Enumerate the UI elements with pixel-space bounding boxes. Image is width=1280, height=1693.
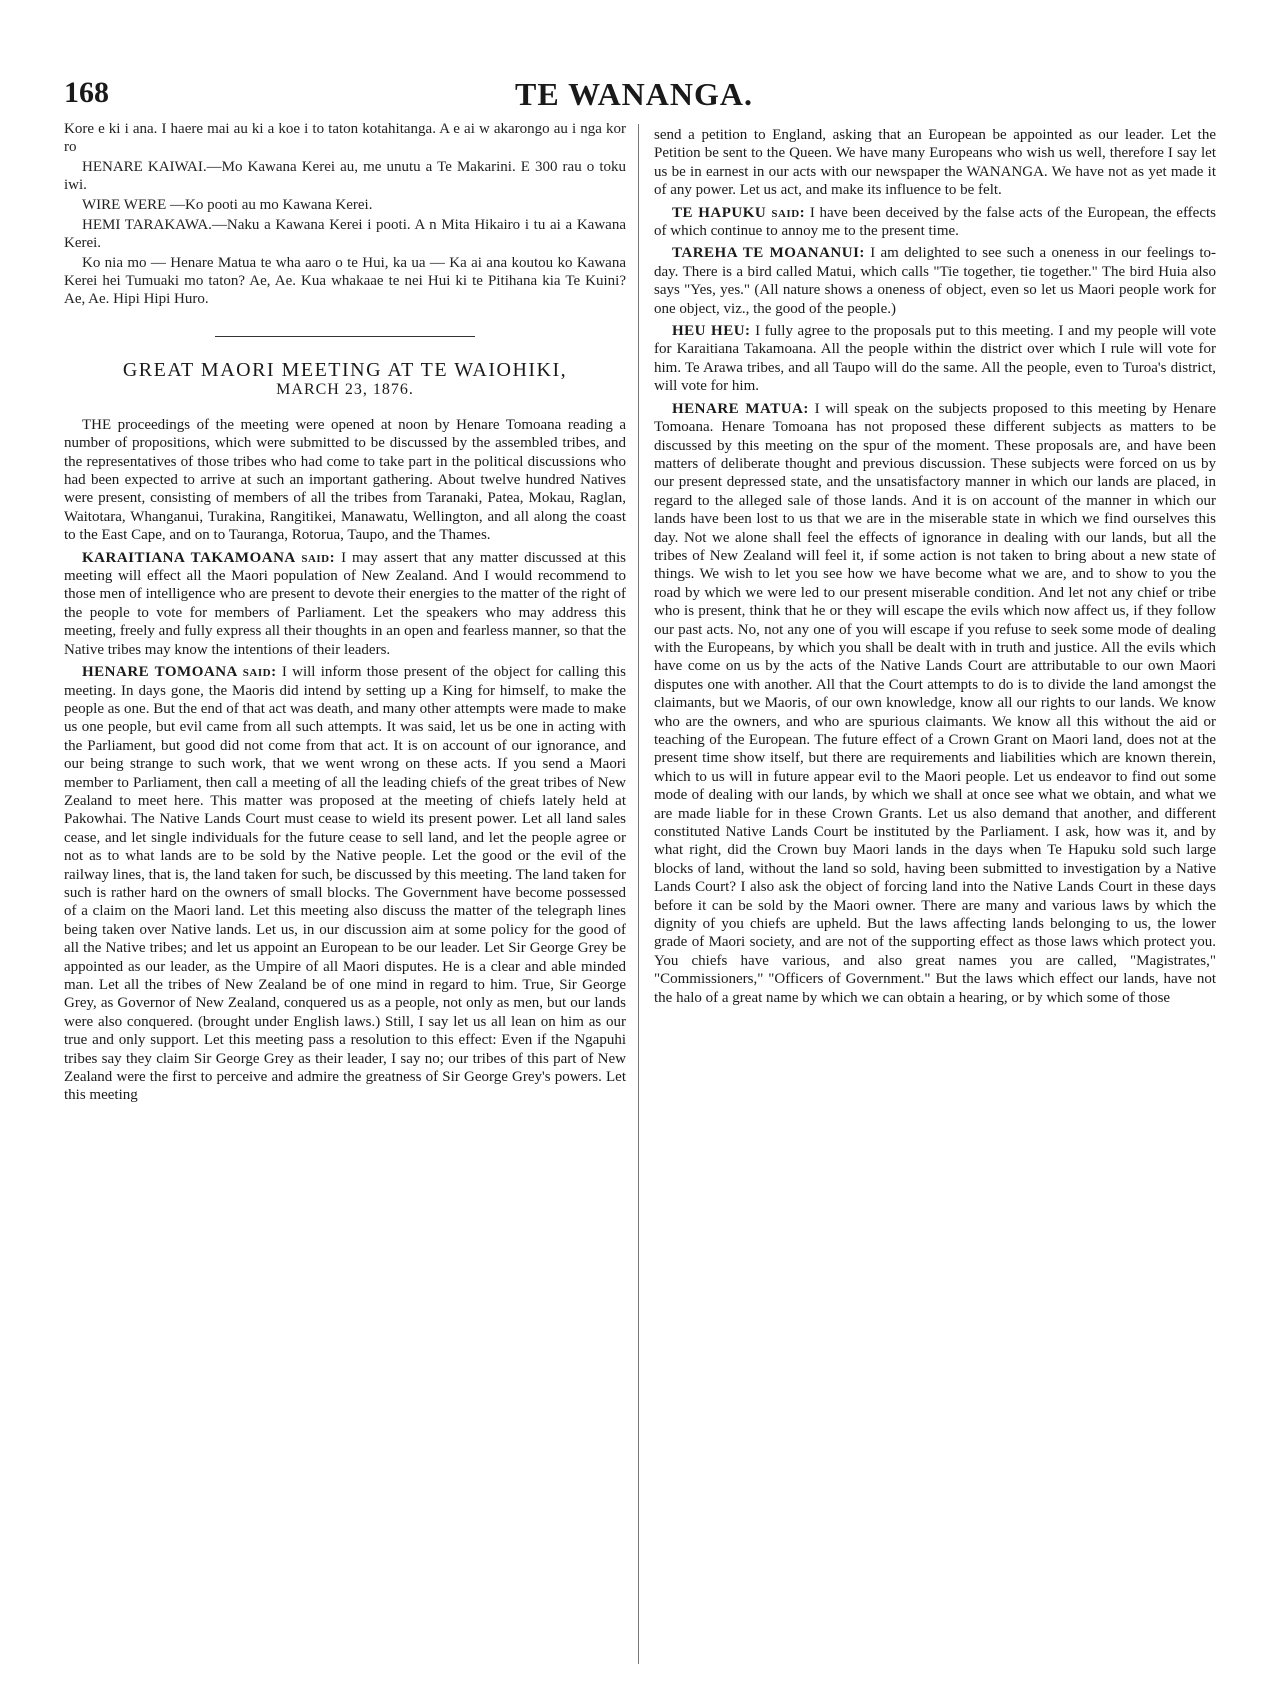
right-column bbox=[654, 126, 1216, 1011]
paragraph-text: I fully agree to the proposals put to this meeting. I and my people will vote for Karaitiana Takamoana. All the people within the district over which I rule will vote for him. Te Arawa tribes, and all Taupo will do the same. All the people, even to Turoa's district, will vote for him. bbox=[654, 323, 1216, 395]
section-divider bbox=[215, 336, 475, 337]
speech-paragraph bbox=[654, 204, 1216, 241]
speech-paragraph bbox=[654, 244, 1216, 318]
paragraph-text: THE proceedings of the meeting were opened at noon by Henare Tomoana reading a number of propositions, which were submitted to be discussed by the assembled tribes, and the representatives of those tribes who had come to take part in the political discussions who had been expected to arrive at such an important gathering. About twelve hundred Natives were present, consisting of members of all the tribes from Taranaki, Patea, Mokau, Raglan, Waitotara, Whanganui, Turakina, Rangitikei, Manawatu, Wellington, and all along the coast to the East Cape, and on to Tauranga, Rotorua, Taupo, and the Thames. bbox=[64, 416, 626, 544]
column-rule bbox=[638, 124, 639, 1664]
speaker-name: HEU HEU: bbox=[672, 323, 751, 340]
speaker-name: HENARE TOMOANA said: bbox=[82, 664, 277, 681]
speech-paragraph bbox=[654, 322, 1216, 396]
maori-line: HEMI TARAKAWA.—Naku a Kawana Kerei i pooti. A n Mita Hikairo i tu ai a Kawana Kerei. bbox=[64, 217, 626, 251]
page-number: 168 bbox=[64, 76, 109, 109]
speaker-name: TE HAPUKU said: bbox=[672, 204, 806, 221]
article-paragraph bbox=[654, 126, 1216, 200]
speaker-name: KARAITIANA TAKAMOANA said: bbox=[82, 549, 336, 566]
paragraph-text: I have been deceived by the false acts of the European, the effects of which continue to annoy me to the present time. bbox=[654, 204, 1216, 240]
maori-text-block bbox=[64, 120, 626, 308]
maori-line: WIRE WERE —Ko pooti au mo Kawana Kerei. bbox=[82, 197, 373, 213]
maori-line: HENARE KAIWAI.—Mo Kawana Kerei au, me unutu a Te Makarini. E 300 rau o toku iwi. bbox=[64, 159, 626, 193]
article-paragraph bbox=[64, 416, 626, 545]
paragraph-text: I will speak on the subjects proposed to this meeting by Henare Tomoana. Henare Tomoana has not proposed these different subjects as matters to be discussed by this meeting on the spur of the moment. These proposals are, and have been matters of deliberate thought and previous discussion. These subjects were forced on us by our present depressed state, and the unsatisfactory manner in which our lands are placed, in regard to the alleged sale of those lands. And it is on account of the manner in which our lands have been lost to us that we are in the miserable state in which we find ourselves this day. Not we alone shall feel the effects of ignorance in dealing with our lands, but all the tribes of New Zealand will feel it, if some action is not taken to bring about a new state of things. We wish to let you see how we have become what we are, and to show to you the road by which we were led to our present miserable condition. And let not any chief or tribe who is present, think that he or they will escape the evils which now affect us, if they follow our past acts. No, not any one of you will escape if you refuse to seek some mode of dealing with the Europeans, by which you shall be dealt with in truth and justice. All the evils which have come on us by the acts of the Native Lands Court are attributable to our own Maori disputes one with another. All that the Court attempts to do is to divide the land amongst the claimants, but we Maoris, of our own knowledge, know all our rights to our lands. We know who are the owners, and who are spurious claimants. We know all this without the aid or teaching of the European. The future effect of a Crown Grant on Maori land, does not at the present time show itself, but there are requirements and liabilities which are known therein, which to us will in future appear evil to the Maori people. Let us endeavor to find out some mode of dealing with our lands, by which we shall at once see what we obtain, and what we are made liable for in these Crown Grants. Let us also demand that another, and different constituted Native Lands Court be instituted by the Parliament. I ask, how was it, and by what right, did the Crown buy Maori lands in the days when Te Hapuku sold such large blocks of land, without the land so sold, having been submitted to investigation by a Native Lands Court? I also ask the object of forcing land into the Native Lands Court in these days before it can be sold by the Maori owner. There are many and various laws by which the dignity of you chiefs are upheld. But the laws affecting lands belonging to us, the lower grade of Maori society, and are not of the supporting effect as those laws which protect you. You chiefs have various, and also great names you are called, "Magistrates," "Commissioners," "Officers of Government." But the laws which effect our lands, have not the halo of a great name by which we can obtain a hearing, or by which some of those bbox=[654, 400, 1216, 1006]
maori-line: Ko nia mo — Henare Matua te wha aaro o te Hui, ka ua — Ka ai ana koutou ko Kawana Kerei hei Tumuaki mo taton? Ae, Ae. Kua whakaae te nei Hui ki te Pitihana kia Te Kuini? Ae, Ae. Hipi Hipi Huro. bbox=[64, 255, 626, 307]
maori-line: Kore e ki i ana. I haere mai au ki a koe i to taton kotahitanga. A e ai w akarongo au i nga kor ro bbox=[64, 121, 626, 155]
paragraph-text: I will inform those present of the object for calling this meeting. In days gone, the Maoris did intend by setting up a King for himself, to make the people as one. But the end of that act was death, and many other attempts were made to make us one people, but evil came from all such attempts. It was said, let us be one in acting with the Parliament, but good did not come from that act. It is on account of our ignorance, and our being strange to such work, that we went wrong on these acts. If you send a Maori member to Parliament, then call a meeting of all the leading chiefs of the great tribes of New Zealand to meet here. This matter was proposed at the meeting of chiefs lately held at Pakowhai. The Native Lands Court must cease to wield its present power. Let all land sales cease, and let single individuals for the future cease to sell land, and let the people agree or not as to what lands are to be sold by the Native people. Let the good or the evil of the railway lines, that is, the land taken for such, be discussed by this meeting. The land taken for such is rather hard on the owners of small blocks. The Government have become possessed of a claim on the Maori land. Let this meeting also discuss the matter of the telegraph lines being taken over Native lands. Let us, in our discussion aim at some policy for the good of all the Native tribes; and let us appoint an European to be our leader. Let Sir George Grey be appointed as our leader, as the Umpire of all Maori disputes. He is a clear and able minded man. Let all the tribes of New Zealand be of one mind in regard to him. True, Sir George Grey, as Governor of New Zealand, conquered us as a people, not only as men, but our lands were also conquered. (brought under English laws.) Still, I say let us all lean on him as our true and only support. Let this meeting pass a resolution to this effect: Even if the Ngapuhi tribes say they claim Sir George Grey as their leader, I say no; our tribes of this part of New Zealand were the first to perceive and admire the greatness of Sir George Grey's powers. Let this meeting bbox=[64, 664, 626, 1104]
masthead: TE WANANGA. bbox=[515, 76, 753, 112]
paragraph-text: I may assert that any matter discussed at this meeting will effect all the Maori population of New Zealand. And I would recommend to those men of intelligence who are present to devote their energies to the matter of the right of the people to vote for members of Parliament. Let the speakers who may address this meeting, freely and fully express all their thoughts in an open and fearless manner, so that the Native tribes may know the intentions of their leaders. bbox=[64, 549, 626, 658]
speaker-name: TAREHA TE MOANANUI: bbox=[672, 245, 865, 262]
article-title: GREAT MAORI MEETING AT TE WAIOHIKI, bbox=[122, 359, 568, 381]
article-date: MARCH 23, 1876. bbox=[276, 381, 414, 399]
speech-paragraph bbox=[64, 663, 626, 1105]
speaker-name: HENARE MATUA: bbox=[672, 400, 809, 417]
paragraph-text: send a petition to England, asking that an European be appointed as our leader. Let the Petition be sent to the Queen. We have many Europeans who wish us well, therefore I say let us be in earnest in our acts with our newspaper the WANANGA. We have not as yet made it of any power. Let us act, and make its influence to be felt. bbox=[654, 127, 1216, 199]
speech-paragraph bbox=[64, 549, 626, 659]
paragraph-text: I am delighted to see such a oneness in our feelings to-day. There is a bird called Matui, which calls "Tie together, tie together." The bird Huia also says "Yes, yes." (All nature shows a oneness of object, even so let us Maori people work for one object, viz., the good of the people.) bbox=[654, 245, 1216, 317]
left-column bbox=[64, 120, 626, 1109]
page-header bbox=[64, 76, 1204, 120]
speech-paragraph bbox=[654, 400, 1216, 1007]
